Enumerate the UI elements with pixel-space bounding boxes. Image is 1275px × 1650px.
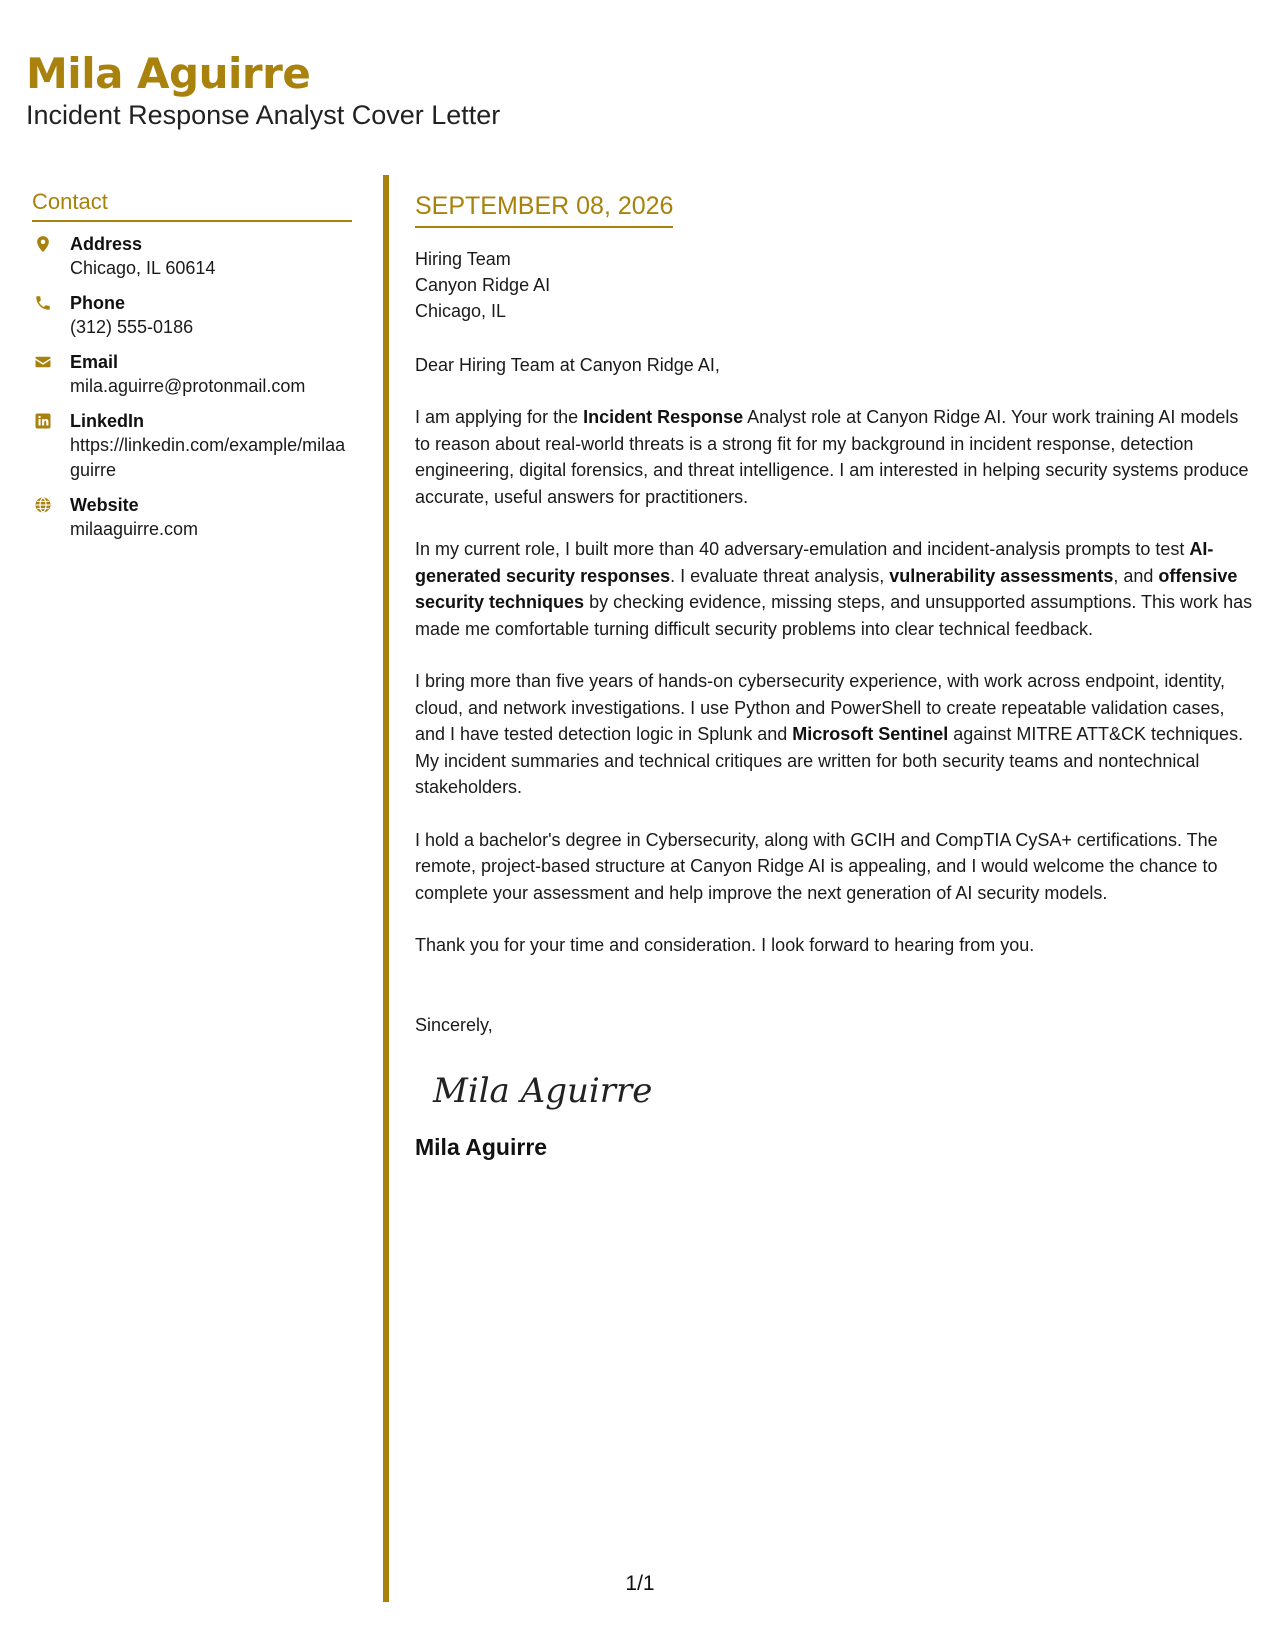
letter-paragraph (415, 932, 1255, 959)
recipient-block (415, 246, 1255, 324)
paragraph-text: Analyst role at Canyon Ridge AI. Your work training AI models to reason about real-world threats is a strong fit for my background in incident response, detection engineering, digital forensics, and threat intelligence. I am interested in helping security systems produce accurate, useful answers for practitioners. (415, 407, 1249, 507)
contact-item-email (32, 350, 352, 399)
recipient-line: Hiring Team (415, 249, 511, 269)
contact-label: Website (70, 495, 139, 515)
linkedin-icon (32, 409, 70, 433)
closing: Sincerely, (415, 1014, 493, 1035)
paragraph-text: Thank you for your time and consideration. I look forward to hearing from you. (415, 935, 1035, 955)
vertical-divider (383, 175, 389, 1602)
paragraph-text: In my current role, I built more than 40 adversary-emulation and incident-analysis prompts to test (415, 539, 1190, 559)
paragraph-text: against MITRE ATT&CK techniques. My incident summaries and technical critiques are written for both security teams and nontechnical stakeholders. (415, 724, 1244, 797)
recipient-line: Canyon Ridge AI (415, 275, 551, 295)
contact-item-address (32, 232, 352, 281)
email-value[interactable]: mila.aguirre@protonmail.com (70, 376, 306, 396)
address-value: Chicago, IL 60614 (70, 258, 216, 278)
contact-item-website (32, 493, 352, 542)
contact-label: LinkedIn (70, 411, 145, 431)
signature-text: Mila Aguirre (433, 1070, 653, 1111)
contact-heading: Contact (32, 188, 352, 222)
contact-label: Phone (70, 293, 126, 313)
page-number: 1/1 (625, 1572, 655, 1595)
letter-paragraph (415, 827, 1255, 907)
emphasis-text: Microsoft Sentinel (792, 724, 949, 744)
letter-header (26, 50, 1226, 132)
paragraph-text: I hold a bachelor's degree in Cybersecurity, along with GCIH and CompTIA CySA+ certifications. The remote, project-based structure at Canyon Ridge AI is appealing, and I would welcome the chance to complete your assessment and help improve the next generation of AI security models. (415, 829, 1218, 903)
paragraph-text: I am applying for the (415, 407, 584, 427)
contact-label: Email (70, 352, 119, 372)
recipient-line: Chicago, IL (415, 301, 507, 321)
linkedin-value[interactable]: https://linkedin.com/example/milaaguirre (70, 435, 346, 480)
emphasis-text: AI-generated security responses (415, 539, 1214, 586)
globe-icon (32, 493, 70, 517)
applicant-name: Mila Aguirre (26, 49, 311, 98)
contact-item-linkedin (32, 409, 352, 483)
contact-item-phone (32, 291, 352, 340)
envelope-icon (32, 350, 70, 374)
signature-image (429, 1060, 669, 1120)
emphasis-text: vulnerability assessments (889, 565, 1114, 586)
letter-body (415, 190, 1255, 1162)
emphasis-text: Incident Response (583, 407, 744, 427)
letter-paragraph (415, 536, 1255, 642)
contact-label: Address (70, 234, 143, 254)
paragraph-text: . I evaluate threat analysis, (670, 565, 890, 586)
salutation: Dear Hiring Team at Canyon Ridge AI, (415, 355, 720, 375)
letter-paragraphs (415, 404, 1255, 959)
paragraph-text: I bring more than five years of hands-on cybersecurity experience, with work across endpoint, identity, cloud, and network investigations. I use Python and PowerShell to create repeatable validation cases, and I have tested detection logic in Splunk and (415, 671, 1226, 744)
paragraph-text: , and (1113, 565, 1159, 586)
paragraph-text: by checking evidence, missing steps, and unsupported assumptions. This work has made me comfortable turning difficult security problems into clear technical feedback. (415, 592, 1253, 639)
signer-name: Mila Aguirre (415, 1133, 548, 1160)
letter-date: SEPTEMBER 08, 2026 (415, 190, 673, 228)
contact-sidebar (32, 188, 352, 552)
phone-value: (312) 555-0186 (70, 317, 194, 337)
phone-icon (32, 291, 70, 315)
letter-paragraph (415, 404, 1255, 510)
contact-list (32, 232, 352, 542)
document-title: Incident Response Analyst Cover Letter (26, 100, 501, 130)
map-pin-icon (32, 232, 70, 256)
letter-paragraph (415, 668, 1255, 801)
website-value[interactable]: milaaguirre.com (70, 519, 199, 539)
emphasis-text: offensive security techniques (415, 565, 1238, 612)
